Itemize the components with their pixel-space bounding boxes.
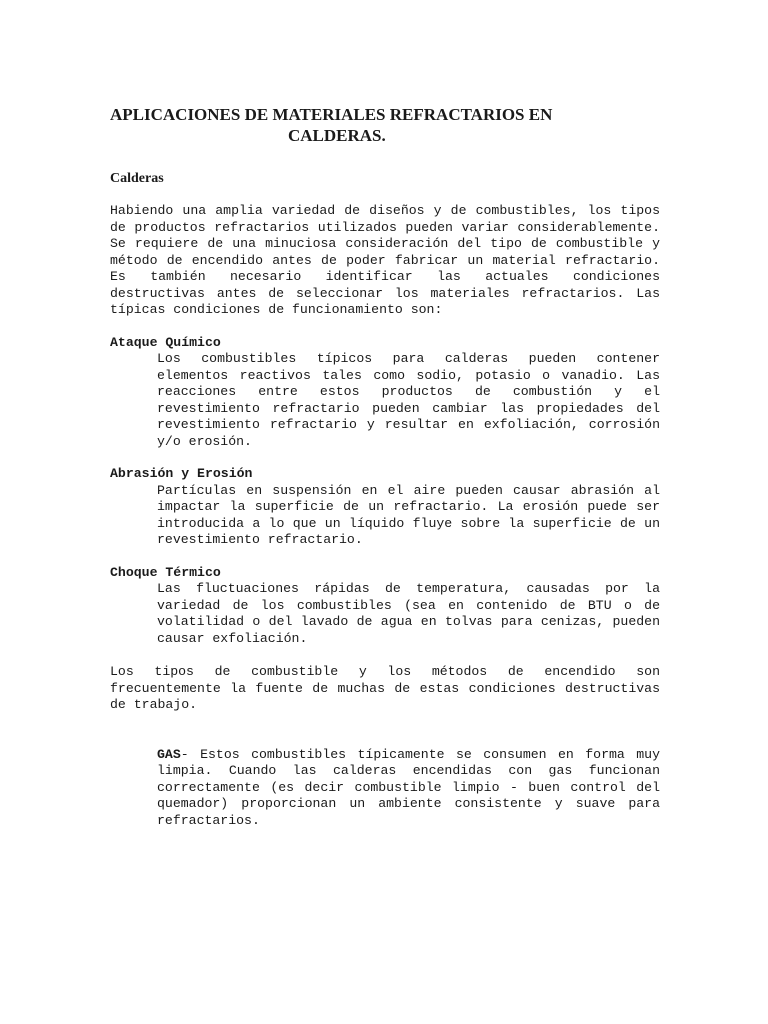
section-title-choque-termico: Choque Térmico: [110, 564, 221, 580]
section-title-ataque-quimico: Ataque Químico: [110, 334, 221, 350]
intro-paragraph: Habiendo una amplia variedad de diseños y de combustibles, los tipos de productos refractarios utilizados pueden variar considerablemente. Se requiere de una minuciosa consideración del tipo de combustible y método de encendido antes de poder fabricar un material refractario. Es también necesario identificar las actuales condiciones destructivas antes de seleccionar los materiales refractarios. Las típicas condiciones de funcionamiento son:: [110, 203, 660, 317]
section-title-abrasion-erosion: Abrasión y Erosión: [110, 466, 253, 481]
section-body-abrasion-erosion: Partículas en suspensión en el aire pueden causar abrasión al impactar la superficie de un refractario. La erosión puede ser introducida a lo que un líquido fluye sobre la superficie de un revestimiento refractario.: [157, 482, 660, 547]
gas-label: GAS: [157, 746, 181, 762]
gas-paragraph: [157, 747, 660, 830]
document-page: [110, 104, 660, 829]
closing-paragraph: Los tipos de combustible y los métodos de encendido son frecuentemente la fuente de muchas de estas condiciones destructivas de trabajo.: [110, 664, 660, 712]
title-line-1: APLICACIONES DE MATERIALES REFRACTARIOS EN: [110, 105, 553, 124]
gas-text: - Estos combustibles típicamente se consumen en forma muy limpia. Cuando las calderas encendidas con gas funcionan correctamente (es decir combustible limpio - buen control del quemador) proporcionan un ambiente consistente y suave para refractarios.: [157, 746, 660, 828]
page-title: [110, 104, 660, 146]
title-line-2: CALDERAS.: [288, 126, 386, 145]
section-body-ataque-quimico: Los combustibles típicos para calderas pueden contener elementos reactivos tales como sodio, potasio o vanadio. Las reacciones entre estos productos de combustión y el revestimiento refractario pueden cambiar las propiedades del revestimiento refractario y resultar en exfoliación, corrosión y/o erosión.: [157, 351, 660, 449]
subheading: Calderas: [110, 171, 164, 186]
section-body-choque-termico: Las fluctuaciones rápidas de temperatura, causadas por la variedad de los combustibles (sea en contenido de BTU o de volatilidad o del lavado de agua en tolvas para cenizas, pueden causar exfoliación.: [157, 581, 660, 646]
